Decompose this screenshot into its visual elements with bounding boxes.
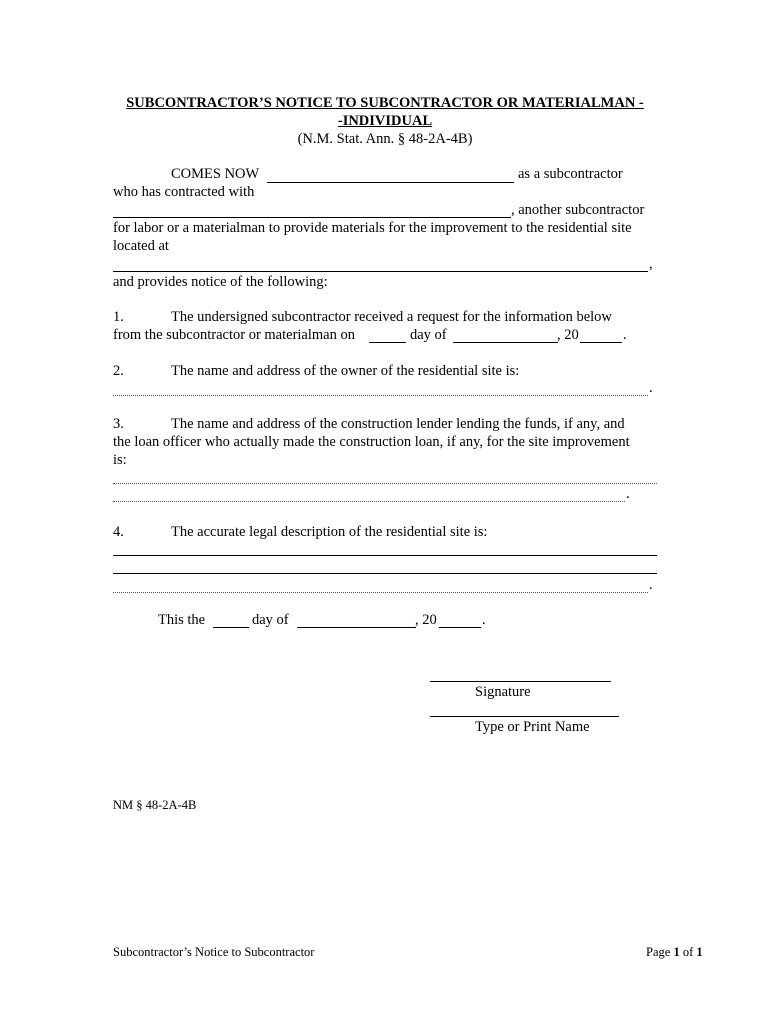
- item-3-line-2: the loan officer who actually made the construction loan, if any, for the site improvement: [113, 434, 630, 450]
- provides-notice-text: and provides notice of the following:: [113, 274, 328, 290]
- item-1-comma-20: , 20: [557, 327, 579, 343]
- page-of: of: [679, 945, 697, 959]
- item-3-period: .: [626, 486, 630, 502]
- item-1-number: 1.: [113, 309, 124, 325]
- legal-description-line-3[interactable]: [113, 592, 648, 593]
- request-month-field[interactable]: [453, 342, 558, 343]
- item-4-number: 4.: [113, 524, 124, 540]
- item-1-line-2a: from the subcontractor or materialman on: [113, 327, 355, 343]
- print-name-label: Type or Print Name: [475, 719, 590, 735]
- dated-period: .: [482, 612, 486, 628]
- contracted-with-field[interactable]: [113, 217, 511, 218]
- title-line-1: SUBCONTRACTOR’S NOTICE TO SUBCONTRACTOR OR MATERIALMAN -: [126, 95, 644, 111]
- legal-description-line-1[interactable]: [113, 555, 657, 556]
- signature-line[interactable]: [430, 681, 611, 682]
- subcontractor-name-field[interactable]: [267, 182, 514, 183]
- lender-field-line-1[interactable]: [113, 483, 657, 484]
- item-4-period: .: [649, 577, 653, 593]
- title-line-2: -INDIVIDUAL: [337, 113, 433, 129]
- item-2-period: .: [649, 380, 653, 396]
- comes-now-text: COMES NOW: [171, 166, 260, 182]
- as-subcontractor-text: as a subcontractor: [518, 166, 623, 182]
- dated-month-field[interactable]: [297, 627, 416, 628]
- print-name-line[interactable]: [430, 716, 619, 717]
- request-year-field[interactable]: [580, 342, 622, 343]
- lender-field-line-2[interactable]: [113, 501, 625, 502]
- item-3-line-1: The name and address of the construction lender lending the funds, if any, and: [171, 416, 625, 432]
- site-location-field[interactable]: [113, 271, 648, 272]
- owner-name-address-field[interactable]: [113, 395, 648, 396]
- dated-day-field[interactable]: [213, 627, 249, 628]
- page-prefix: Page: [646, 945, 674, 959]
- location-comma: ,: [649, 256, 653, 272]
- item-2-number: 2.: [113, 363, 124, 379]
- another-subcontractor-text: , another subcontractor: [511, 202, 645, 218]
- request-day-field[interactable]: [369, 342, 406, 343]
- page-total: 1: [696, 945, 703, 959]
- dated-day-of: day of: [252, 612, 289, 628]
- item-3-line-3: is:: [113, 452, 127, 468]
- who-contracted-text: who has contracted with: [113, 184, 255, 200]
- located-at-text: located at: [113, 238, 169, 254]
- legal-description-line-2[interactable]: [113, 573, 657, 574]
- item-2-text: The name and address of the owner of the residential site is:: [171, 363, 520, 379]
- form-code: NM § 48-2A-4B: [113, 798, 197, 812]
- page-current: 1: [673, 945, 680, 959]
- statute-citation: (N.M. Stat. Ann. § 48-2A-4B): [297, 131, 473, 147]
- page-number: [646, 945, 703, 960]
- item-3-number: 3.: [113, 416, 124, 432]
- item-4-text: The accurate legal description of the residential site is:: [171, 524, 488, 540]
- item-1-line-1: The undersigned subcontractor received a request for the information below: [171, 309, 612, 325]
- item-1-period: .: [623, 327, 627, 343]
- footer-left-title: Subcontractor’s Notice to Subcontractor: [113, 945, 315, 959]
- signature-label: Signature: [475, 684, 531, 700]
- labor-line-text: for labor or a materialman to provide materials for the improvement to the residential site: [113, 220, 632, 236]
- item-1-day-of: day of: [410, 327, 447, 343]
- dated-comma-20: , 20: [415, 612, 437, 628]
- dated-year-field[interactable]: [439, 627, 481, 628]
- this-the-text: This the: [158, 612, 206, 628]
